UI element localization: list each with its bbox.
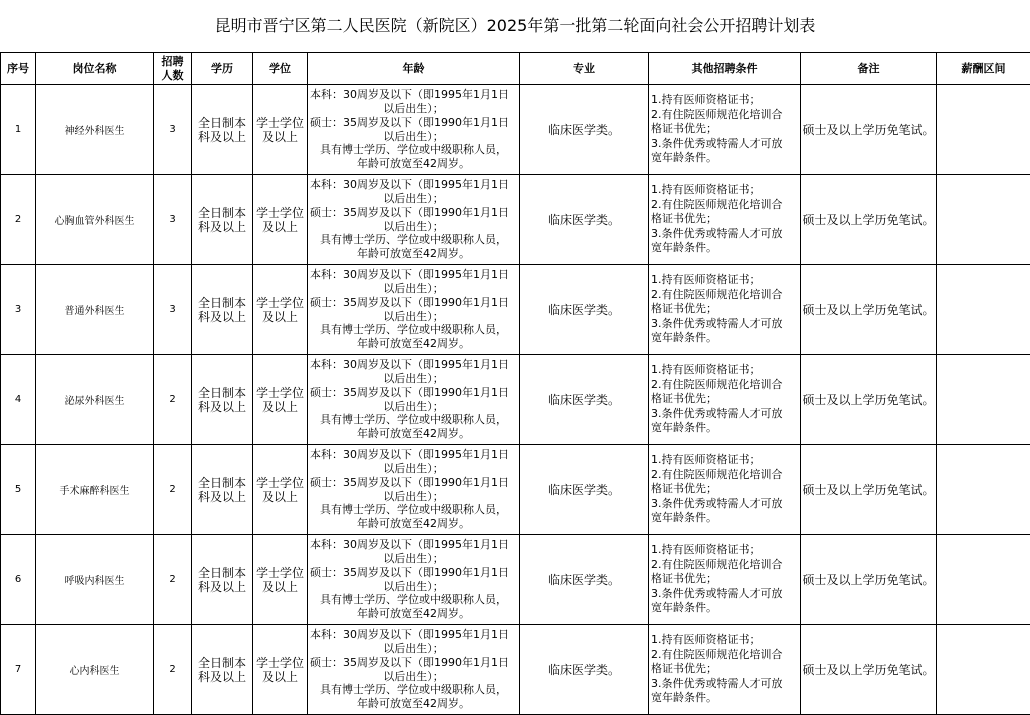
- header-seq: 序号: [1, 53, 36, 85]
- condition-line: 宽年龄条件。: [651, 151, 799, 165]
- condition-line: 2.有住院医师规范化培训合: [651, 648, 799, 662]
- cell-salary: [937, 355, 1030, 445]
- cell-seq: 4: [1, 355, 36, 445]
- age-line: 以后出生）；: [308, 580, 519, 594]
- condition-line: 2.有住院医师规范化培训合: [651, 558, 799, 572]
- condition-line: 1.持有医师资格证书；: [651, 183, 799, 197]
- cell-degree: [253, 175, 308, 265]
- page-title: 昆明市晋宁区第二人民医院（新院区）2025年第一批第二轮面向社会公开招聘计划表: [0, 0, 1030, 52]
- age-line: 以后出生）；: [308, 220, 519, 234]
- age-line: 本科：30周岁及以下（即1995年1月1日: [308, 448, 519, 462]
- education-line2: 科及以上: [193, 400, 251, 414]
- cell-degree: [253, 265, 308, 355]
- condition-line: 3.条件优秀或特需人才可放: [651, 317, 799, 331]
- header-age: 年龄: [308, 53, 520, 85]
- cell-major: 临床医学类。: [520, 445, 649, 535]
- age-line: 硕士：35周岁及以下（即1990年1月1日: [308, 566, 519, 580]
- age-line: 硕士：35周岁及以下（即1990年1月1日: [308, 296, 519, 310]
- age-line: 年龄可放宽至42周岁。: [308, 427, 519, 441]
- cell-count: 2: [154, 445, 192, 535]
- cell-other-conditions: [649, 355, 801, 445]
- cell-age: [308, 445, 520, 535]
- age-line: 年龄可放宽至42周岁。: [308, 607, 519, 621]
- age-line: 本科：30周岁及以下（即1995年1月1日: [308, 358, 519, 372]
- cell-seq: 2: [1, 175, 36, 265]
- cell-education: [192, 265, 253, 355]
- cell-other-conditions: [649, 265, 801, 355]
- age-line: 具有博士学历、学位或中级职称人员，: [308, 143, 519, 157]
- condition-line: 宽年龄条件。: [651, 331, 799, 345]
- cell-age: [308, 265, 520, 355]
- education-line1: 全日制本: [193, 386, 251, 400]
- age-line: 具有博士学历、学位或中级职称人员，: [308, 233, 519, 247]
- cell-count: 3: [154, 265, 192, 355]
- cell-seq: 6: [1, 535, 36, 625]
- cell-salary: [937, 445, 1030, 535]
- degree-line2: 及以上: [254, 490, 306, 504]
- age-line: 具有博士学历、学位或中级职称人员，: [308, 683, 519, 697]
- condition-line: 2.有住院医师规范化培训合: [651, 468, 799, 482]
- cell-position: 神经外科医生: [36, 85, 154, 175]
- age-line: 以后出生）；: [308, 372, 519, 386]
- cell-position: 心内科医生: [36, 625, 154, 715]
- cell-major: 临床医学类。: [520, 355, 649, 445]
- condition-line: 1.持有医师资格证书；: [651, 543, 799, 557]
- cell-major: 临床医学类。: [520, 625, 649, 715]
- cell-count: 3: [154, 175, 192, 265]
- condition-line: 宽年龄条件。: [651, 241, 799, 255]
- degree-line2: 及以上: [254, 220, 306, 234]
- header-position: 岗位名称: [36, 53, 154, 85]
- degree-line2: 及以上: [254, 130, 306, 144]
- cell-other-conditions: [649, 175, 801, 265]
- condition-line: 2.有住院医师规范化培训合: [651, 288, 799, 302]
- table-row: [1, 355, 1030, 445]
- cell-position: 手术麻醉科医生: [36, 445, 154, 535]
- condition-line: 宽年龄条件。: [651, 421, 799, 435]
- cell-remark: 硕士及以上学历免笔试。: [801, 445, 937, 535]
- condition-line: 2.有住院医师规范化培训合: [651, 108, 799, 122]
- table-row: [1, 625, 1030, 715]
- age-line: 硕士：35周岁及以下（即1990年1月1日: [308, 656, 519, 670]
- cell-remark: 硕士及以上学历免笔试。: [801, 535, 937, 625]
- degree-line1: 学士学位: [254, 566, 306, 580]
- cell-remark: 硕士及以上学历免笔试。: [801, 85, 937, 175]
- age-line: 本科：30周岁及以下（即1995年1月1日: [308, 88, 519, 102]
- cell-degree: [253, 355, 308, 445]
- degree-line1: 学士学位: [254, 116, 306, 130]
- cell-other-conditions: [649, 445, 801, 535]
- age-line: 具有博士学历、学位或中级职称人员，: [308, 503, 519, 517]
- table-row: [1, 445, 1030, 535]
- age-line: 以后出生）；: [308, 102, 519, 116]
- cell-position: 普通外科医生: [36, 265, 154, 355]
- cell-count: 2: [154, 535, 192, 625]
- condition-line: 宽年龄条件。: [651, 511, 799, 525]
- age-line: 以后出生）；: [308, 670, 519, 684]
- cell-position: 泌尿外科医生: [36, 355, 154, 445]
- cell-salary: [937, 265, 1030, 355]
- age-line: 具有博士学历、学位或中级职称人员，: [308, 323, 519, 337]
- table-row: [1, 535, 1030, 625]
- cell-position: 心胸血管外科医生: [36, 175, 154, 265]
- education-line1: 全日制本: [193, 296, 251, 310]
- condition-line: 2.有住院医师规范化培训合: [651, 378, 799, 392]
- age-line: 以后出生）；: [308, 282, 519, 296]
- header-education: 学历: [192, 53, 253, 85]
- cell-remark: 硕士及以上学历免笔试。: [801, 625, 937, 715]
- education-line2: 科及以上: [193, 580, 251, 594]
- cell-count: 2: [154, 625, 192, 715]
- cell-major: 临床医学类。: [520, 175, 649, 265]
- cell-education: [192, 175, 253, 265]
- header-salary: 薪酬区间: [937, 53, 1030, 85]
- education-line1: 全日制本: [193, 476, 251, 490]
- condition-line: 格证书优先；: [651, 482, 799, 496]
- cell-age: [308, 175, 520, 265]
- age-line: 本科：30周岁及以下（即1995年1月1日: [308, 178, 519, 192]
- cell-other-conditions: [649, 625, 801, 715]
- condition-line: 3.条件优秀或特需人才可放: [651, 227, 799, 241]
- condition-line: 1.持有医师资格证书；: [651, 93, 799, 107]
- cell-salary: [937, 175, 1030, 265]
- cell-remark: 硕士及以上学历免笔试。: [801, 265, 937, 355]
- cell-salary: [937, 535, 1030, 625]
- education-line2: 科及以上: [193, 310, 251, 324]
- age-line: 以后出生）；: [308, 462, 519, 476]
- education-line2: 科及以上: [193, 490, 251, 504]
- cell-salary: [937, 85, 1030, 175]
- age-line: 本科：30周岁及以下（即1995年1月1日: [308, 538, 519, 552]
- age-line: 硕士：35周岁及以下（即1990年1月1日: [308, 206, 519, 220]
- age-line: 硕士：35周岁及以下（即1990年1月1日: [308, 116, 519, 130]
- cell-education: [192, 535, 253, 625]
- age-line: 以后出生）；: [308, 192, 519, 206]
- age-line: 以后出生）；: [308, 490, 519, 504]
- cell-education: [192, 625, 253, 715]
- age-line: 以后出生）；: [308, 310, 519, 324]
- table-header-row: [1, 53, 1030, 85]
- cell-age: [308, 355, 520, 445]
- cell-major: 临床医学类。: [520, 85, 649, 175]
- age-line: 具有博士学历、学位或中级职称人员，: [308, 593, 519, 607]
- cell-seq: 1: [1, 85, 36, 175]
- degree-line2: 及以上: [254, 400, 306, 414]
- header-major: 专业: [520, 53, 649, 85]
- age-line: 以后出生）；: [308, 400, 519, 414]
- cell-major: 临床医学类。: [520, 535, 649, 625]
- condition-line: 格证书优先；: [651, 572, 799, 586]
- condition-line: 宽年龄条件。: [651, 691, 799, 705]
- age-line: 年龄可放宽至42周岁。: [308, 697, 519, 711]
- condition-line: 1.持有医师资格证书；: [651, 633, 799, 647]
- cell-remark: 硕士及以上学历免笔试。: [801, 175, 937, 265]
- cell-degree: [253, 85, 308, 175]
- age-line: 年龄可放宽至42周岁。: [308, 517, 519, 531]
- cell-education: [192, 445, 253, 535]
- education-line2: 科及以上: [193, 220, 251, 234]
- degree-line1: 学士学位: [254, 476, 306, 490]
- education-line1: 全日制本: [193, 656, 251, 670]
- cell-degree: [253, 625, 308, 715]
- cell-seq: 7: [1, 625, 36, 715]
- condition-line: 格证书优先；: [651, 122, 799, 136]
- condition-line: 3.条件优秀或特需人才可放: [651, 407, 799, 421]
- condition-line: 1.持有医师资格证书；: [651, 453, 799, 467]
- cell-remark: 硕士及以上学历免笔试。: [801, 355, 937, 445]
- header-remark: 备注: [801, 53, 937, 85]
- condition-line: 1.持有医师资格证书；: [651, 363, 799, 377]
- education-line1: 全日制本: [193, 206, 251, 220]
- degree-line1: 学士学位: [254, 386, 306, 400]
- condition-line: 3.条件优秀或特需人才可放: [651, 497, 799, 511]
- age-line: 本科：30周岁及以下（即1995年1月1日: [308, 628, 519, 642]
- education-line1: 全日制本: [193, 566, 251, 580]
- age-line: 以后出生）；: [308, 552, 519, 566]
- condition-line: 3.条件优秀或特需人才可放: [651, 137, 799, 151]
- age-line: 年龄可放宽至42周岁。: [308, 337, 519, 351]
- age-line: 具有博士学历、学位或中级职称人员，: [308, 413, 519, 427]
- degree-line2: 及以上: [254, 670, 306, 684]
- header-count: [154, 53, 192, 85]
- education-line2: 科及以上: [193, 670, 251, 684]
- condition-line: 3.条件优秀或特需人才可放: [651, 587, 799, 601]
- condition-line: 格证书优先；: [651, 212, 799, 226]
- condition-line: 3.条件优秀或特需人才可放: [651, 677, 799, 691]
- condition-line: 格证书优先；: [651, 662, 799, 676]
- header-count-line2: 人数: [155, 69, 190, 83]
- cell-major: 临床医学类。: [520, 265, 649, 355]
- cell-position: 呼吸内科医生: [36, 535, 154, 625]
- age-line: 本科：30周岁及以下（即1995年1月1日: [308, 268, 519, 282]
- age-line: 硕士：35周岁及以下（即1990年1月1日: [308, 476, 519, 490]
- cell-other-conditions: [649, 85, 801, 175]
- condition-line: 格证书优先；: [651, 302, 799, 316]
- header-count-line1: 招聘: [155, 55, 190, 69]
- condition-line: 2.有住院医师规范化培训合: [651, 198, 799, 212]
- cell-age: [308, 625, 520, 715]
- condition-line: 1.持有医师资格证书；: [651, 273, 799, 287]
- table-row: [1, 85, 1030, 175]
- cell-degree: [253, 445, 308, 535]
- education-line1: 全日制本: [193, 116, 251, 130]
- age-line: 硕士：35周岁及以下（即1990年1月1日: [308, 386, 519, 400]
- age-line: 年龄可放宽至42周岁。: [308, 157, 519, 171]
- cell-other-conditions: [649, 535, 801, 625]
- age-line: 年龄可放宽至42周岁。: [308, 247, 519, 261]
- cell-count: 2: [154, 355, 192, 445]
- recruitment-table: [0, 52, 1030, 715]
- header-other: 其他招聘条件: [649, 53, 801, 85]
- table-row: [1, 265, 1030, 355]
- cell-seq: 5: [1, 445, 36, 535]
- cell-age: [308, 85, 520, 175]
- cell-count: 3: [154, 85, 192, 175]
- cell-education: [192, 85, 253, 175]
- degree-line1: 学士学位: [254, 206, 306, 220]
- degree-line1: 学士学位: [254, 656, 306, 670]
- condition-line: 格证书优先；: [651, 392, 799, 406]
- degree-line1: 学士学位: [254, 296, 306, 310]
- cell-education: [192, 355, 253, 445]
- education-line2: 科及以上: [193, 130, 251, 144]
- degree-line2: 及以上: [254, 580, 306, 594]
- condition-line: 宽年龄条件。: [651, 601, 799, 615]
- degree-line2: 及以上: [254, 310, 306, 324]
- age-line: 以后出生）；: [308, 130, 519, 144]
- cell-salary: [937, 625, 1030, 715]
- cell-degree: [253, 535, 308, 625]
- header-degree: 学位: [253, 53, 308, 85]
- table-row: [1, 175, 1030, 265]
- cell-seq: 3: [1, 265, 36, 355]
- cell-age: [308, 535, 520, 625]
- age-line: 以后出生）；: [308, 642, 519, 656]
